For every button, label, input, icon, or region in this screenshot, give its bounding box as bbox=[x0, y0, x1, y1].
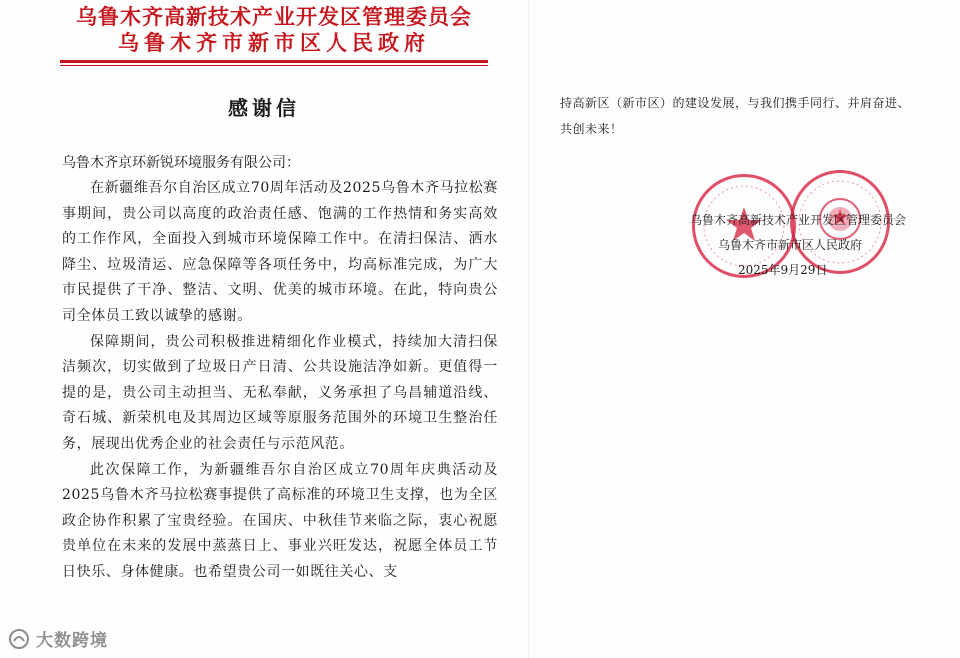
letterhead-rule-thick bbox=[60, 60, 488, 63]
watermark-logo-icon bbox=[8, 628, 30, 650]
signature-block bbox=[690, 208, 930, 283]
closing-line-2: 共创未来！ bbox=[560, 122, 623, 136]
letterhead-org1: 乌鲁木齐高新技术产业开发区管理委员会 bbox=[76, 5, 472, 29]
signature-date: 2025年9月29日 bbox=[738, 263, 828, 277]
closing-line-1: 持高新区（新市区）的建设发展，与我们携手同行、并肩奋进、 bbox=[560, 96, 911, 110]
signature-org1: 乌鲁木齐高新技术产业开发区管理委员会 bbox=[690, 213, 907, 227]
body-paragraph-2: 保障期间，贵公司积极推进精细化作业模式，持续加大清扫保洁频次，切实做到了垃圾日产日清、公共设施洁净如新。更值得一提的是，贵公司主动担当、无私奉献，义务承担了乌昌辅道沿线、奇石城、新荣机电及其周边区域等原服务范围外的环境卫生整治任务，展现出优秀企业的社会责任与示范风范。 bbox=[62, 333, 498, 452]
letter-body bbox=[62, 176, 498, 586]
watermark bbox=[8, 626, 108, 651]
salutation: 乌鲁木齐京环新锐环境服务有限公司： bbox=[62, 155, 300, 171]
watermark-text: 大数跨境 bbox=[36, 631, 108, 651]
letterhead bbox=[60, 4, 488, 56]
closing-text bbox=[560, 90, 920, 142]
letterhead-rule-thin bbox=[60, 65, 488, 66]
body-paragraph-3: 此次保障工作，为新疆维吾尔自治区成立70周年庆典活动及2025乌鲁木齐马拉松赛事提供了高标准的环境卫生支撑，也为全区政企协作积累了宝贵经验。在国庆、中秋佳节来临之际，衷心祝愿贵单位在未来的发展中蒸蒸日上、事业兴旺发达，祝愿全体员工节日快乐、身体健康。也希望贵公司一如既往关心、支 bbox=[62, 461, 498, 580]
signature-org2: 乌鲁木齐市新市区人民政府 bbox=[718, 238, 863, 252]
body-paragraph-1: 在新疆维吾尔自治区成立70周年活动及2025乌鲁木齐马拉松赛事期间，贵公司以高度的政治责任感、饱满的工作热情和务实高效的工作作风，全面投入到城市环境保障工作中。在清扫保洁、洒水降尘、垃圾清运、应急保障等各项任务中，均高标准完成，为广大市民提供了干净、整洁、文明、优美的城市环境。在此，特向贵公司全体员工致以诚挚的感谢。 bbox=[62, 180, 498, 324]
letterhead-org2: 乌鲁木齐市新市区人民政府 bbox=[118, 31, 430, 55]
letter-title: 感谢信 bbox=[228, 96, 300, 120]
